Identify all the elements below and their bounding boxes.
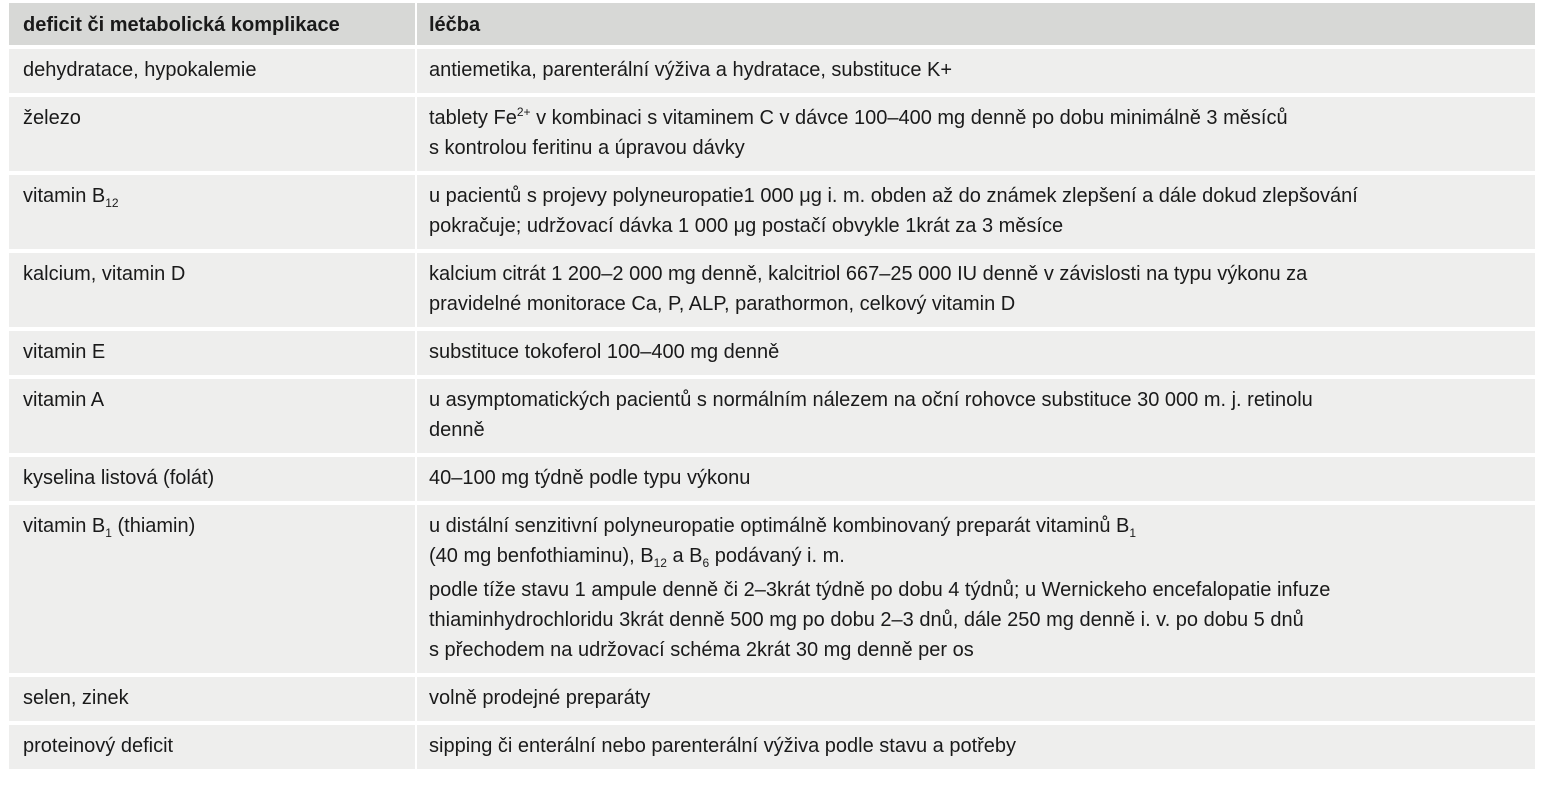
subscript: 6 <box>702 556 710 570</box>
treatment-paragraph <box>429 511 1523 571</box>
treatment-table-wrapper <box>9 3 1535 773</box>
table-row <box>9 173 1535 251</box>
treatment-cell: volně prodejné preparáty <box>416 675 1535 723</box>
treatment-line: pravidelné monitorace Ca, P, ALP, parathormon, celkový vitamin D <box>429 293 1016 315</box>
table-row <box>9 675 1535 723</box>
treatment-text: podávaný i. m. <box>709 545 845 567</box>
deficit-treatment-table <box>9 3 1535 773</box>
subscript: 12 <box>653 556 667 570</box>
treatment-cell <box>416 251 1535 329</box>
deficit-cell: kyselina listová (folát) <box>9 455 416 503</box>
deficit-cell: železo <box>9 95 416 173</box>
treatment-line: s kontrolou feritinu a úpravou dávky <box>429 137 745 159</box>
superscript: 2+ <box>516 105 531 119</box>
table-row <box>9 47 1535 95</box>
deficit-text: vitamin B <box>23 515 106 537</box>
header-treatment: léčba <box>416 3 1535 47</box>
treatment-cell <box>416 377 1535 455</box>
table-row <box>9 455 1535 503</box>
deficit-cell: selen, zinek <box>9 675 416 723</box>
deficit-cell <box>9 503 416 675</box>
treatment-cell <box>416 173 1535 251</box>
subscript: 1 <box>1129 526 1137 540</box>
deficit-cell: vitamin A <box>9 377 416 455</box>
deficit-cell: proteinový deficit <box>9 723 416 771</box>
treatment-cell: sipping či enterální nebo parenterální výživa podle stavu a potřeby <box>416 723 1535 771</box>
treatment-line: thiaminhydrochloridu 3krát denně 500 mg po dobu 2–3 dnů, dále 250 mg denně i. v. po dobu 5 dnů <box>429 609 1304 631</box>
deficit-cell: kalcium, vitamin D <box>9 251 416 329</box>
treatment-line: u pacientů s projevy polyneuropatie1 000 μg i. m. obden až do známek zlepšení a dále dokud zlepšování <box>429 185 1358 207</box>
deficit-cell: vitamin E <box>9 329 416 377</box>
header-deficit: deficit či metabolická komplikace <box>9 3 416 47</box>
treatment-line: podle tíže stavu 1 ampule denně či 2–3krát týdně po dobu 4 týdnů; u Wernickeho encefalopatie infuze <box>429 579 1331 601</box>
subscript: 1 <box>105 526 112 540</box>
table-row <box>9 95 1535 173</box>
deficit-cell: dehydratace, hypokalemie <box>9 47 416 95</box>
treatment-line: u asymptomatických pacientů s normálním nálezem na oční rohovce substituce 30 000 m. j. retinolu <box>429 389 1313 411</box>
treatment-cell <box>416 503 1535 675</box>
table-row <box>9 723 1535 771</box>
deficit-text: vitamin B <box>23 185 106 207</box>
table-row <box>9 251 1535 329</box>
deficit-cell <box>9 173 416 251</box>
table-row <box>9 503 1535 675</box>
table-row <box>9 329 1535 377</box>
treatment-paragraph <box>429 575 1523 665</box>
treatment-cell: 40–100 mg týdně podle typu výkonu <box>416 455 1535 503</box>
treatment-line: kalcium citrát 1 200–2 000 mg denně, kalcitriol 667–25 000 IU denně v závislosti na typu výkonu za <box>429 263 1308 285</box>
deficit-text: (thiamin) <box>111 515 196 537</box>
treatment-text: a B <box>666 545 703 567</box>
treatment-cell <box>416 95 1535 173</box>
treatment-line: pokračuje; udržovací dávka 1 000 μg postačí obvykle 1krát za 3 měsíce <box>429 215 1064 237</box>
table-row <box>9 377 1535 455</box>
treatment-text: (40 mg benfothiaminu), B <box>429 545 654 567</box>
treatment-cell: antiemetika, parenterální výživa a hydratace, substituce K+ <box>416 47 1535 95</box>
treatment-line <box>429 511 1523 541</box>
treatment-line <box>429 103 1523 133</box>
treatment-line: denně <box>429 419 485 441</box>
subscript: 12 <box>105 196 119 210</box>
table-header-row <box>9 3 1535 47</box>
treatment-line <box>429 541 1523 571</box>
treatment-line: s přechodem na udržovací schéma 2krát 30 mg denně per os <box>429 639 974 661</box>
treatment-text: u distální senzitivní polyneuropatie optimálně kombinovaný preparát vitaminů B <box>429 515 1130 537</box>
treatment-text: tablety Fe <box>429 107 517 129</box>
treatment-text: v kombinaci s vitaminem C v dávce 100–400 mg denně po dobu minimálně 3 měsíců <box>530 107 1288 129</box>
treatment-cell: substituce tokoferol 100–400 mg denně <box>416 329 1535 377</box>
